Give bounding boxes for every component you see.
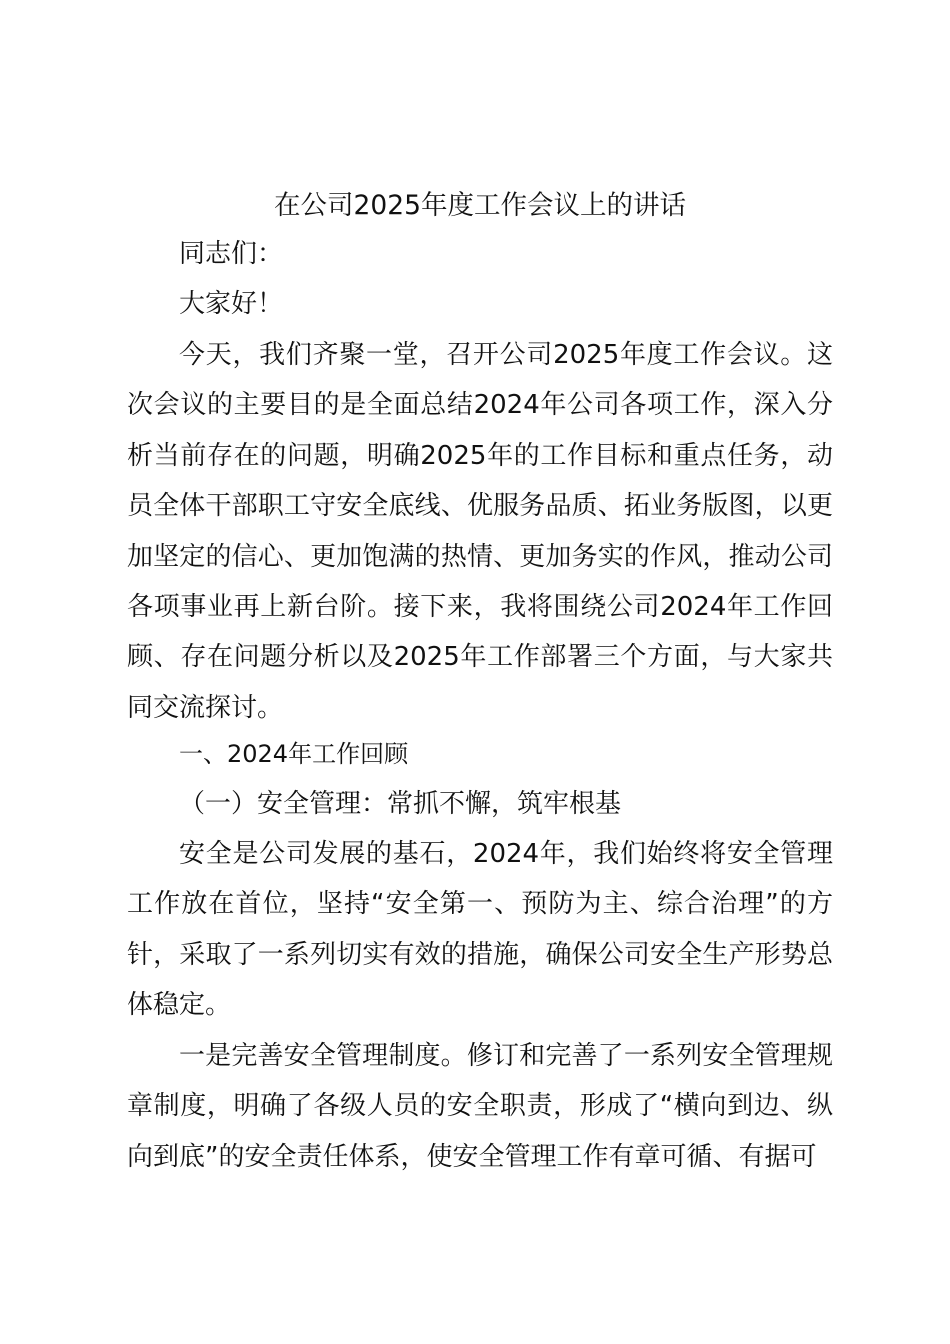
section-heading-1: 一、2024年工作回顾 [179, 740, 409, 768]
document-title: 在公司2025年度工作会议上的讲话 [274, 190, 686, 221]
subsection-heading-1: （一）安全管理：常抓不懈，筑牢根基 [179, 789, 622, 819]
first-measure-paragraph: 一是完善安全管理制度。修订和完善了一系列安全管理规章制度，明确了各级人员的安全职责，形成了“横向到边、纵向到底”的安全责任体系，使安全管理工作有章可循、有据可 [127, 1041, 833, 1172]
intro-paragraph: 今天，我们齐聚一堂，召开公司2025年度工作会议。这次会议的主要目的是全面总结2024年公司各项工作，深入分析当前存在的问题，明确2025年的工作目标和重点任务，动员全体干部职工守安全底线、优服务品质、拓业务版图，以更加坚定的信心、更加饱满的热情、更加务实的作风，推动公司各项事业再上新台阶。接下来，我将围绕公司2024年工作回顾、存在问题分析以及2025年工作部署三个方面，与大家共同交流探讨。 [127, 340, 833, 723]
salutation: 同志们： [179, 239, 284, 269]
greeting: 大家好！ [179, 289, 284, 319]
safety-paragraph: 安全是公司发展的基石，2024年，我们始终将安全管理工作放在首位，坚持“安全第一、预防为主、综合治理”的方针，采取了一系列切实有效的措施，确保公司安全生产形势总体稳定。 [127, 839, 833, 1021]
